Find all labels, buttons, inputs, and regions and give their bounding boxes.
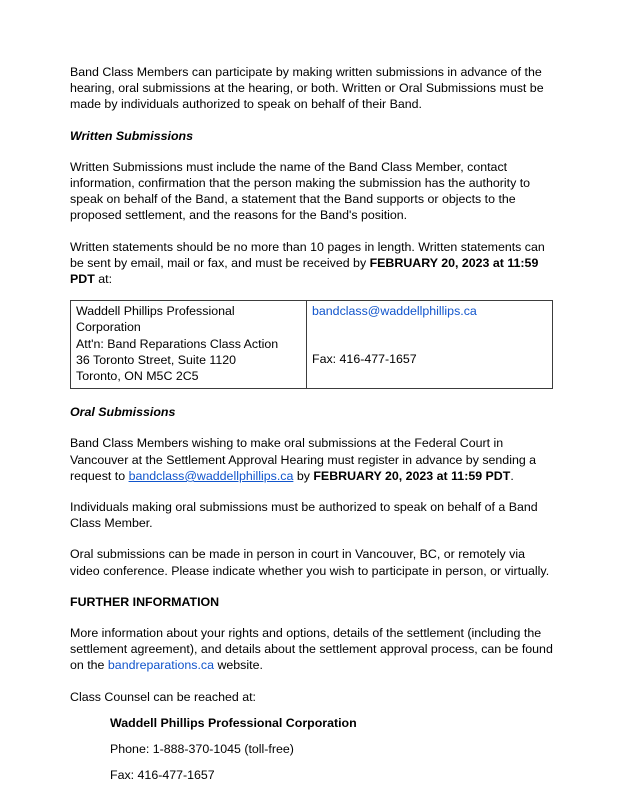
written-submissions-heading: Written Submissions	[70, 128, 194, 143]
written-deadline-suffix: at:	[94, 272, 113, 287]
oral-register-mid: by	[293, 468, 314, 483]
intro-paragraph: Band Class Members can participate by making written submissions in advance of the hearing, oral submissions at the hearing, or both. Written or Oral Submissions must be made by individuals authorized to speak on behalf of their Band.	[70, 65, 544, 112]
further-info-text: More information about your rights and options, details of the settlement (including the settlement agreement), and details about the settlement approval process, can be found on the	[70, 626, 553, 673]
oral-register-suffix: .	[510, 468, 514, 483]
submission-contact-table	[70, 300, 553, 389]
address-line-street: 36 Toronto Street, Suite 1120	[76, 352, 237, 367]
address-line-attn: Att'n: Band Reparations Class Action	[76, 336, 279, 351]
written-deadline-paragraph	[70, 239, 554, 288]
further-information-heading: FURTHER INFORMATION	[70, 594, 220, 609]
further-info-suffix: website.	[214, 658, 263, 673]
counsel-intro: Class Counsel can be reached at:	[70, 689, 256, 704]
oral-in-person-paragraph: Oral submissions can be made in person in court in Vancouver, BC, or remotely via video conference. Please indicate whether you wish to participate in person, or virtually.	[70, 547, 550, 578]
counsel-phone: Phone: 1-888-370-1045 (toll-free)	[110, 742, 294, 757]
class-counsel-contact-block	[110, 715, 554, 784]
bandclass-email-link[interactable]: bandclass@waddellphillips.ca	[312, 304, 477, 319]
table-row	[71, 301, 553, 389]
counsel-fax: Fax: 416-477-1657	[110, 768, 215, 783]
fax-number: Fax: 416-477-1657	[312, 352, 417, 367]
counsel-firm-name: Waddell Phillips Professional Corporation	[110, 715, 357, 730]
mailing-address-cell	[71, 301, 307, 389]
address-line-city: Toronto, ON M5C 2C5	[76, 369, 199, 384]
oral-register-text: Band Class Members wishing to make oral submissions at the Federal Court in Vancouver at the Settlement Approval Hearing must register in advance by sending a request to	[70, 436, 537, 483]
written-deadline-text: Written statements should be no more than 10 pages in length. Written statements can be sent by email, mail or fax, and must be received by	[70, 239, 545, 270]
address-line-firm: Waddell Phillips Professional Corporation	[76, 304, 235, 335]
written-requirements-paragraph: Written Submissions must include the name of the Band Class Member, contact information, confirmation that the person making the submission has the authority to speak on behalf of the Band, a statement that the Band supports or objects to the proposed settlement, and the reasons for the Band's position.	[70, 159, 531, 223]
written-deadline-date: FEBRUARY 20, 2023 at 11:59 PDT	[70, 255, 539, 287]
oral-authorized-paragraph: Individuals making oral submissions must be authorized to speak on behalf of a Band Class Member.	[70, 500, 538, 531]
oral-register-paragraph	[70, 435, 554, 484]
oral-submissions-heading: Oral Submissions	[70, 405, 176, 420]
email-fax-cell	[307, 301, 553, 389]
document-content	[70, 64, 554, 784]
bandclass-email-link-inline[interactable]: bandclass@waddellphillips.ca	[128, 468, 294, 483]
bandreparations-website-link[interactable]: bandreparations.ca	[107, 658, 214, 673]
oral-register-deadline: FEBRUARY 20, 2023 at 11:59 PDT	[313, 468, 511, 483]
further-info-paragraph	[70, 625, 554, 674]
